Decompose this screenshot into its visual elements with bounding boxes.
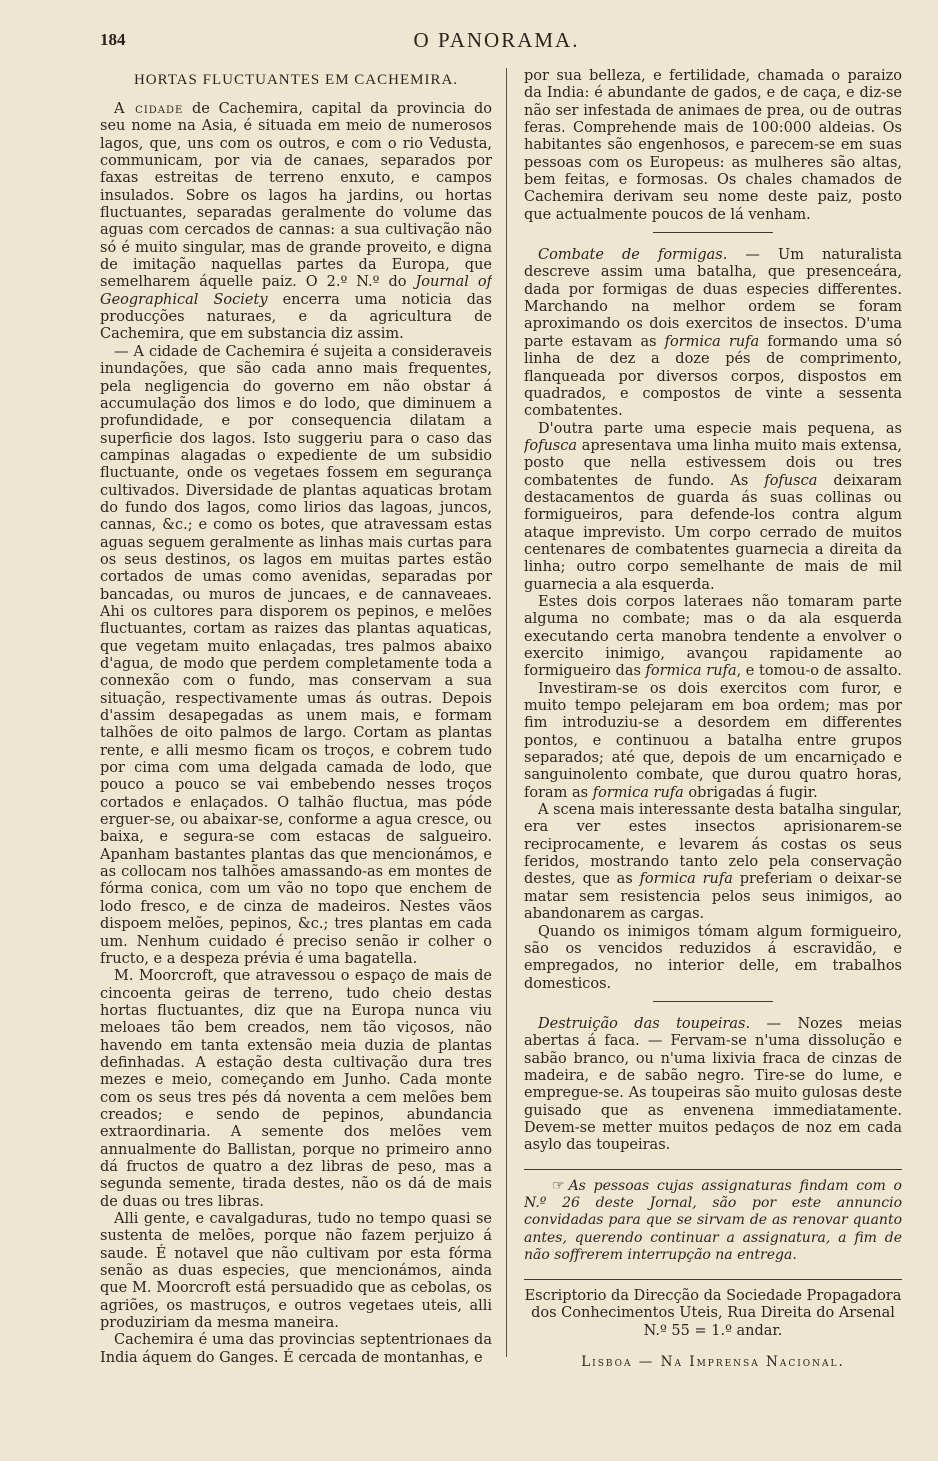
subscription-notice: ☞ As pessoas cujas assignaturas findam com o N.º 26 deste Jornal, são por este annuncio convidadas para que se sirvam de as renovar quanto antes, querendo continuar a assignatura, a fim de não soffrerem interrupção na entrega. — [524, 1177, 902, 1264]
pointing-hand-icon: ☞ — [552, 1177, 565, 1194]
paragraph-intro: A cidade de Cachemira, capital da provincia do seu nome na Asia, é situada em meio de numerosos lagos, que, uns com os outros, e com o rio Vedusta, communicam, por via de canaes, separados por faxas estreitas de terreno enxuto, e campos insulados. Sobre os lagos ha jardins, ou hortas fluctuantes, separadas geralmente do volume das aguas com cercados de cannas: a sua cultivação não só é muito singular, mas de grande proveito, e digna de imitação naquellas partes da Europa, que semelharem áquelle paiz. O 2.º N.º do Journal of Geographical Society encerra uma noticia das producções naturaes, e da agricultura de Cachemira, que em substancia diz assim. — [100, 101, 492, 343]
left-column — [100, 68, 492, 1391]
moles-paragraph: Destruição das toupeiras. — Nozes meias abertas á faca. — Fervam-se n'uma dissolução e sabão branco, ou n'uma lixivia fraca de cinzas de madeira, e de sabão negro. Tire-se do lume, e empregue-se. As toupeiras são muito gulosas deste guisado que as envenena immediatamente. Devem-se metter muitos pedaços de noz em cada asylo das toupeiras. — [524, 1015, 902, 1154]
journal-reference: Journal of Geographical Society — [100, 274, 492, 308]
paragraph-floating-gardens: — A cidade de Cachemira é sujeita a consideraveis inundações, que são cada anno mais frequentes, pela negligencia do governo em não obstar á accumulação dos limos e do lodo, que diminuem a profundidade, e por consequencia dilatam a superficie dos lagos. Isto suggeriu para o caso das campinas alagadas o expediente de um subsidio fluctuante, onde os vegetaes fossem em segurança cultivados. Diversidade de plantas aquaticas brotam do fundo dos lagos, como lirios das lagoas, juncos, cannas, &c.; e como os botes, que atravessam estas aguas seguem geralmente as linhas mais curtas para os seus destinos, os lagos em muitas partes estão cortados de umas como avenidas, separadas por bancadas, ou muros de juncaes, e de cannaveaes. Ahi os cultores para disporem os pepinos, e melões fluctuantes, cortam as raizes das plantas aquaticas, que vegetam muito enlaçadas, tres palmos abaixo d'agua, de modo que perdem completamente toda a connexão com o fundo, mas conservam a sua situação, respectivamente umas ás outras. Depois d'assim desapegadas as unem mais, e formam talhões de oito palmos de largo. Cortam as plantas rente, e alli mesmo ficam os troços, e cobrem tudo por cima com uma delgada camada de lodo, que pouco a pouco se vai embebendo nesses troços cortados e enlaçados. O talhão fluctua, mas póde erguer-se, ou abaixar-se, conforme a agua cresce, ou baixa, e segura-se com estacas de salgueiro. Apanham bastantes plantas das que mencionámos, e as collocam nos talhões amassando-as em montes de fórma conica, com um vão no topo que enchem de lodo fresco, e de cinza de madeiros. Nestes vãos dispoem melões, pepinos, &c.; tres plantas em cada um. Nenhum cuidado é preciso senão ir colher o fructo, e a despeza prévia é uma bagatella. — [100, 343, 492, 967]
journal-title: O PANORAMA. — [413, 28, 580, 52]
column-divider — [506, 68, 507, 1357]
ants-paragraph-5: A scena mais interessante desta batalha singular, era ver estes insectos aprisionarem-se reciprocamente, e levarem ás costas os seus feridos, mostrando tanto zelo pela conservação destes, que as formica rufa preferiam o deixar-se matar sem resistencia pelos seus inimigos, ao abandonarem as cargas. — [524, 802, 902, 923]
address-divider — [524, 1279, 902, 1280]
moles-title: Destruição das toupeiras. — [538, 1015, 751, 1032]
lead-in: A cidade — [114, 101, 184, 117]
notice-divider — [524, 1169, 902, 1170]
page-number: 184 — [100, 30, 126, 49]
ants-paragraph-4: Investiram-se os dois exercitos com furor, e muito tempo pelejaram em boa ordem; mas por fim introduziu-se a desordem em differentes pontos, e continuou a batalha entre grupos separados; até que, depois de um encarniçado e sanguinolento combate, que durou quatro horas, foram as formica rufa obrigadas á fugir. — [524, 680, 902, 801]
ants-paragraph-3: Estes dois corpos lateraes não tomaram parte alguma no combate; mas o da ala esquerda executando certa manobra tendente a envolver o exercito inimigo, avançou rapidamente ao formigueiro das formica rufa, e tomou-o de assalto. — [524, 593, 902, 680]
ants-paragraph-6: Quando os inimigos tómam algum formigueiro, são os vencidos reduzidos á escravidão, e empregados, no interior delle, em trabalhos domesticos. — [524, 923, 902, 992]
paragraph-moorcroft: M. Moorcroft, que atravessou o espaço de mais de cincoenta geiras de terreno, tudo cheio destas hortas fluctuantes, diz que na Europa nunca viu meloaes tão bem creados, nem tão viçosos, não havendo em tanta extensão meia duzia de plantas definhadas. A estação desta cultivação dura tres mezes e meio, começando em Junho. Cada monte com os seus tres pés dá noventa a cem melões bem creados; e sendo de pepinos, abundancia extraordinaria. A semente dos melões vem annualmente do Ballistan, porque no primeiro anno dá fructos de quatro a dez libras de peso, mas a segunda semente, tirada destes, não os dá de mais de duas ou tres libras. — [100, 968, 492, 1210]
right-column — [524, 68, 902, 1391]
paragraph-cachemira: Cachemira é uma das provincias septentrionaes da India áquem do Ganges. É cercada de montanhas, e — [100, 1332, 492, 1366]
section-divider — [653, 232, 773, 233]
ants-paragraph-2: D'outra parte uma especie mais pequena, as fofusca apresentava uma linha muito mais extensa, posto que nella estivessem dois ou tres combatentes de fundo. As fofusca deixaram destacamentos de guarda ás suas collinas ou formigueiros, para defende-los contra algum ataque imprevisto. Um corpo cerrado de muitos centenares de combatentes guarnecia a direita da linha; outro corpo semelhante de mais de mil guarnecia a ala esquerda. — [524, 420, 902, 593]
paragraph-melons: Alli gente, e cavalgaduras, tudo no tempo quasi se sustenta de melões, porque não fazem perjuizo á saude. É notavel que não cultivam por esta fórma senão as duas especies, que mencionámos, ainda que M. Moorcroft está persuadido que as cebolas, os agriões, os mastruços, e outros vegetaes uteis, alli produziriam da mesma maneira. — [100, 1211, 492, 1332]
article-title: HORTAS FLUCTUANTES EM CACHEMIRA. — [133, 72, 459, 88]
imprint: Lisboa — Na Imprensa Nacional. — [581, 1354, 845, 1371]
ants-title: Combate de formigas. — [538, 247, 728, 264]
paragraph-cachemira-continued: por sua belleza, e fertilidade, chamada o paraizo da India: é abundante de gados, e de caça, e diz-se não ser infestada de animaes de prea, ou de outras feras. Comprehende mais de 100:000 aldeias. Os habitantes são engenhosos, e parecem-se em suas pessoas com os Europeus: as mulheres são altas, bem feitas, e formosas. Os chales chamados de Cachemira derivam seu nome deste paiz, posto que actualmente poucos de lá venham. — [524, 68, 902, 223]
ants-intro: Combate de formigas. — Um naturalista descreve assim uma batalha, que presenceára, dada por formigas de duas especies differentes. Marchando na melhor ordem se foram aproximando os dois exercitos de insectos. D'uma parte estavam as formica rufa formando uma só linha de dez a doze pés de comprimento, flanqueada por diversos corpos, dispostos em quadrados, e compostos de vinte a sessenta combatentes. — [524, 247, 902, 420]
page-header — [100, 30, 893, 56]
section-divider — [653, 1001, 773, 1002]
publisher-address: Escriptorio da Direcção da Sociedade Propagadora dos Conhecimentos Uteis, Rua Direita do Arsenal N.º 55 = 1.º andar. — [524, 1287, 902, 1339]
text-columns — [100, 68, 902, 1391]
